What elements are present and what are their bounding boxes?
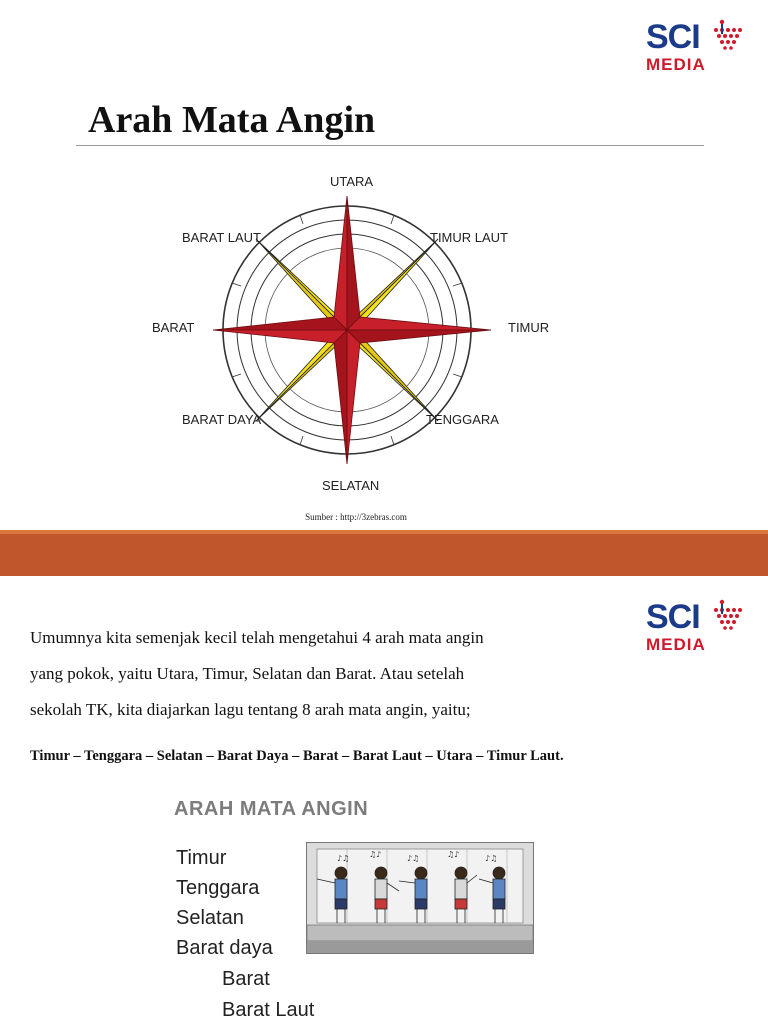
compass-rose-icon <box>150 168 570 498</box>
sci-media-logo-2 <box>646 598 746 662</box>
song-word-tenggara: Tenggara <box>176 877 260 899</box>
svg-text:♫♪: ♫♪ <box>369 850 382 859</box>
children-singing-illustration <box>306 842 534 954</box>
song-word-selatan: Selatan <box>176 907 244 929</box>
svg-text:♫♪: ♫♪ <box>447 850 460 859</box>
label-barat-laut: BARAT LAUT <box>182 230 261 245</box>
song-word-barat-daya: Barat daya <box>176 937 273 959</box>
logo-dots-icon <box>712 598 748 634</box>
song-box-title: ARAH MATA ANGIN <box>174 798 369 820</box>
intro-paragraph <box>30 620 606 728</box>
slide-separator-highlight <box>0 530 768 534</box>
slide-separator-band <box>0 530 768 576</box>
logo-media-text: MEDIA <box>646 635 706 654</box>
title-divider <box>76 145 704 146</box>
slide-explanation <box>0 576 768 1024</box>
label-barat-daya: BARAT DAYA <box>182 412 262 427</box>
song-directions-line: Timur – Tenggara – Selatan – Barat Daya – Barat – Barat Laut – Utara – Timur Laut. <box>30 748 564 764</box>
label-barat: BARAT <box>152 320 195 335</box>
svg-text:♪♫: ♪♫ <box>337 854 350 863</box>
paragraph-line-2: yang pokok, yaitu Utara, Timur, Selatan dan Barat. Atau setelah <box>30 664 465 683</box>
label-timur: TIMUR <box>508 320 550 335</box>
children-singing-icon <box>307 843 533 953</box>
svg-text:♪♫: ♪♫ <box>485 854 498 863</box>
label-utara: UTARA <box>330 174 374 189</box>
song-word-barat-laut: Barat Laut <box>222 999 315 1021</box>
sci-media-logo <box>646 18 746 82</box>
logo-media-text: MEDIA <box>646 55 706 74</box>
paragraph-line-3: sekolah TK, kita diajarkan lagu tentang 8 arah mata angin, yaitu; <box>30 700 471 719</box>
compass-rose <box>150 168 570 498</box>
logo-dots-icon <box>712 18 748 54</box>
song-word-barat: Barat <box>222 968 270 990</box>
song-word-timur: Timur <box>176 847 227 869</box>
logo-sci-text: SCI <box>646 598 700 636</box>
label-selatan: SELATAN <box>322 478 380 493</box>
label-timur-laut: TIMUR LAUT <box>430 230 508 245</box>
paragraph-line-1: Umumnya kita semenjak kecil telah mengetahui 4 arah mata angin <box>30 628 484 647</box>
image-source-caption: Sumber : http://3zebras.com <box>305 512 407 522</box>
logo-sci-text: SCI <box>646 18 700 56</box>
page-title: Arah Mata Angin <box>88 99 376 141</box>
label-tenggara: TENGGARA <box>426 412 499 427</box>
svg-text:♪♫: ♪♫ <box>407 854 420 863</box>
